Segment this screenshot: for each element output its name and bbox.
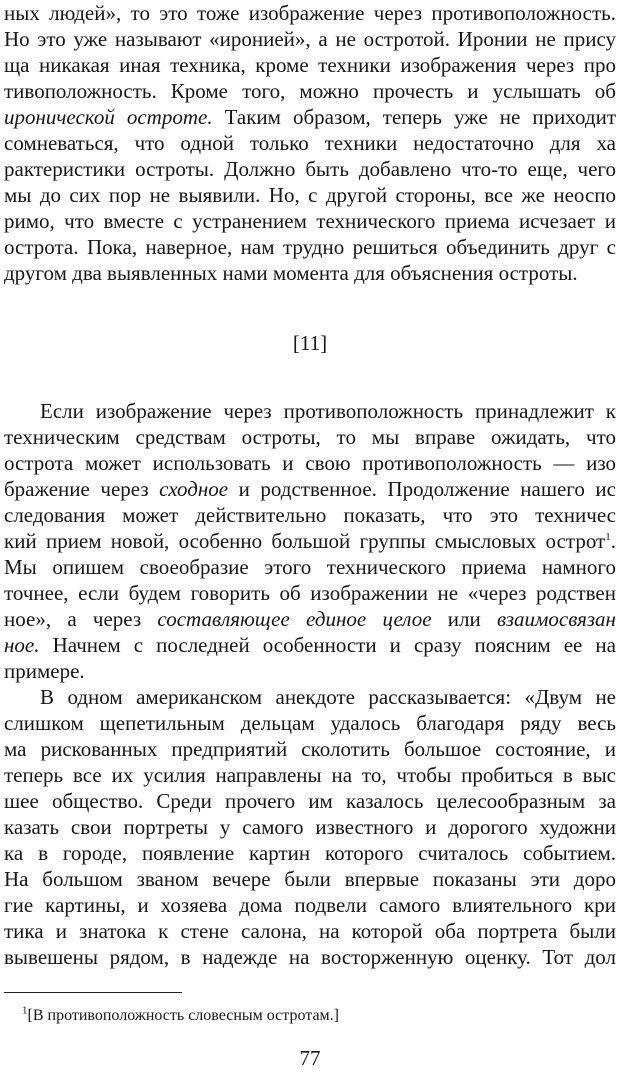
footnote-ref[interactable]: 1 [605, 531, 611, 543]
text-fragment: кий прием новой, особенно большой группы смысловых острот [4, 529, 606, 553]
text-fragment: . [610, 529, 616, 553]
text-fragment: Начнем с последней особенности и сразу поясним ее на [39, 633, 616, 657]
italic-phrase: иронической остроте. [4, 105, 213, 129]
text-line: ных людей», то это тоже изображение через противоположность. [4, 1, 616, 25]
text-line: другом два выявленных нами момента для объяснения остроты. [4, 261, 578, 285]
footnote-text: [В противоположность словесным остротам.] [27, 1007, 339, 1024]
text-fragment: ное», а через [4, 607, 158, 631]
text-line: Если изображение через противоположность принадлежит к [40, 399, 616, 423]
text-fragment: или [431, 607, 497, 631]
section-heading: [11] [292, 331, 328, 355]
text-line [4, 104, 616, 130]
footnote-marker: 1 [22, 1004, 28, 1017]
italic-word: ное. [4, 633, 40, 657]
text-line: острота. Пока, наверное, нам трудно решиться объединить друг с [4, 235, 616, 259]
text-line: мы до сих пор не выявили. Но, с другой стороны, все же неоспо [4, 183, 616, 207]
text-line: точнее, если будем говорить об изображении не «через родствен [4, 581, 616, 605]
text-line: примере. [4, 659, 85, 683]
text-line [4, 632, 616, 658]
text-line: следования может действительно показать, что это техничес [4, 503, 616, 527]
text-line: тивоположность. Кроме того, можно прочесть и услышать об [4, 79, 616, 103]
text-line: острота может использовать и свою противоположность — изо [4, 451, 616, 475]
text-line: В одном американском анекдоте рассказывается: «Двум не [40, 685, 616, 709]
text-line: ка в городе, появление картин которого считалось событием. [4, 841, 616, 865]
italic-word: взаимосвязан [497, 607, 616, 631]
italic-phrase: составляющее единое целое [157, 607, 432, 631]
text-line: казать свои портреты у самого известного и дорогого художни [4, 815, 616, 839]
text-line: вывешены рядом, в надежде на восторженную оценку. Тот дол [4, 945, 616, 969]
text-line [4, 476, 616, 502]
text-line: сомневаться, что одной только техники недостаточно для ха [4, 131, 616, 155]
text-line: гие картины, и хозяева дома подвели самого влиятельного кри [4, 893, 616, 917]
text-line: шее общество. Среди прочего им казалось целесообразным за [4, 789, 616, 813]
text-fragment: бражение через [4, 477, 160, 501]
text-line: тика и знатока к стене салона, на которой оба портрета были [4, 919, 616, 943]
text-line: рактеристики остроты. Должно быть добавлено что-то еще, чего [4, 157, 616, 181]
page-number: 77 [299, 1046, 321, 1070]
text-line: На большом званом вечере были впервые показаны эти доро [4, 867, 616, 891]
footnote [22, 1006, 339, 1026]
italic-word: сходное [159, 477, 229, 501]
text-line: слишком щепетильным дельцам удалось благодаря ряду весь [4, 711, 616, 735]
text-line: римо, что вместе с устранением технического приема исчезает и [4, 209, 616, 233]
text-line: ща никакая иная техника, кроме техники изображения через про [4, 53, 616, 77]
footnote-divider [4, 992, 182, 993]
text-fragment: и родственное. Продолжение нашего ис [228, 477, 616, 501]
text-fragment: Таким образом, теперь уже не приходит [212, 105, 616, 129]
text-line: техническим средствам остроты, то мы вправе ожидать, что [4, 425, 616, 449]
text-line: Но это уже называют «иронией», а не остротой. Иронии не прису [4, 27, 616, 51]
text-line: Мы опишем своеобразие этого технического приема намного [4, 555, 616, 579]
text-line [4, 606, 616, 632]
text-line: теперь все их усилия направлены на то, чтобы пробиться в выс [4, 763, 616, 787]
text-line: ма рискованных предприятий сколотить большое состояние, и [4, 737, 616, 761]
text-line [4, 528, 616, 554]
